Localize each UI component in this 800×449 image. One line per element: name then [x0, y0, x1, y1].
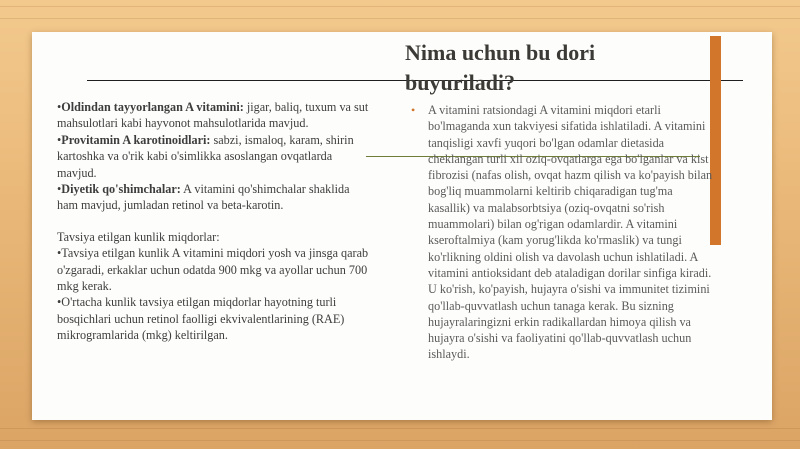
bullet-char: •: [57, 132, 62, 147]
bullet-term: Diyetik qo'shimchalar:: [61, 182, 181, 197]
left-text-column: [57, 99, 372, 344]
bullet-item: [57, 294, 372, 343]
bullet-text: A vitamini qo'shimchalar shaklida ham mavjud, jumladan retinol va beta-karotin.: [57, 182, 350, 213]
spacer: [57, 214, 372, 229]
bullet-char: •: [57, 246, 62, 261]
bullet-item: [57, 181, 372, 214]
bullet-char: •: [57, 295, 62, 310]
bullet-item: [57, 132, 372, 181]
bullet-text: Tavsiya etilgan kunlik A vitamini miqdori yosh va jinsga qarab o'zgaradi, erkaklar uchun odatda 900 mkg va ayollar uchun 700 mkg kerak.: [57, 246, 369, 294]
wood-grain: [0, 6, 800, 7]
bullet-char: •: [57, 100, 62, 114]
wood-grain: [0, 18, 800, 19]
bullet-term: Oldindan tayyorlangan A vitamini:: [61, 100, 244, 114]
bullet-item: [57, 99, 372, 132]
bullet-text: jigar, baliq, tuxum va sut mahsulotlari kabi hayvonot mahsulotlarida mavjud.: [57, 100, 369, 131]
bullet-marker: •: [411, 103, 416, 117]
bullet-text: sabzi, ismaloq, karam, shirin kartoshka va o'rik kabi o'simlikka asoslangan ovqatlarda mavjud.: [57, 132, 354, 180]
right-text-column: A vitamini ratsiondagi A vitamini miqdori etarli bo'lmaganda xun takviyesi sifatida ishlatiladi. A vitamini tanqisligi xavfi yuqori bo'lgan odamlar dietasida cheklangan turli xil oziq-ovqatlarga ega bo'lganlar va kist fibrozisi (nafas olish, ovqat hazm qilish va ko'payish bilan bog'liq muammolarni keltirib chiqaradigan tug'ma kasallik) va malabsorbtsiya (oziq-ovqatni so'rish muammolari) bilan og'rigan odamlardir. A vitamini kseroftalmiya (kam yorug'likda ko'rmaslik) va tungi ko'rlikning oldini olish va davolash uchun ishlatiladi. A vitamini antioksidant deb ataladigan dorilar sinfiga kiradi. U ko'rish, ko'payish, hujayra o'sishi va immunitet tizimini qo'llab-quvvatlash uchun tanaga kerak. Bu sizning hujayralaringizni erkin radikallardan himoya qilish va hujayra o'sishi va faoliyatini qo'llab-quvvatlash uchun ishlaydi.: [428, 103, 713, 362]
bullet-item: [57, 245, 372, 294]
bullet-text: O'rtacha kunlik tavsiya etilgan miqdorlar hayotning turli bosqichlari uchun retinol faolligi ekvivalentlarining (RAE) mikrogramlarida (mkg) keltirilgan.: [57, 295, 345, 343]
bullet-char: •: [57, 182, 62, 197]
slide-title: Nima uchun bu dori buyuriladi?: [405, 40, 596, 95]
wood-grain: [0, 428, 800, 429]
wood-grain: [0, 440, 800, 441]
bullet-term: Provitamin A karotinoidlari:: [61, 132, 211, 147]
subheading: Tavsiya etilgan kunlik miqdorlar:: [57, 229, 220, 244]
